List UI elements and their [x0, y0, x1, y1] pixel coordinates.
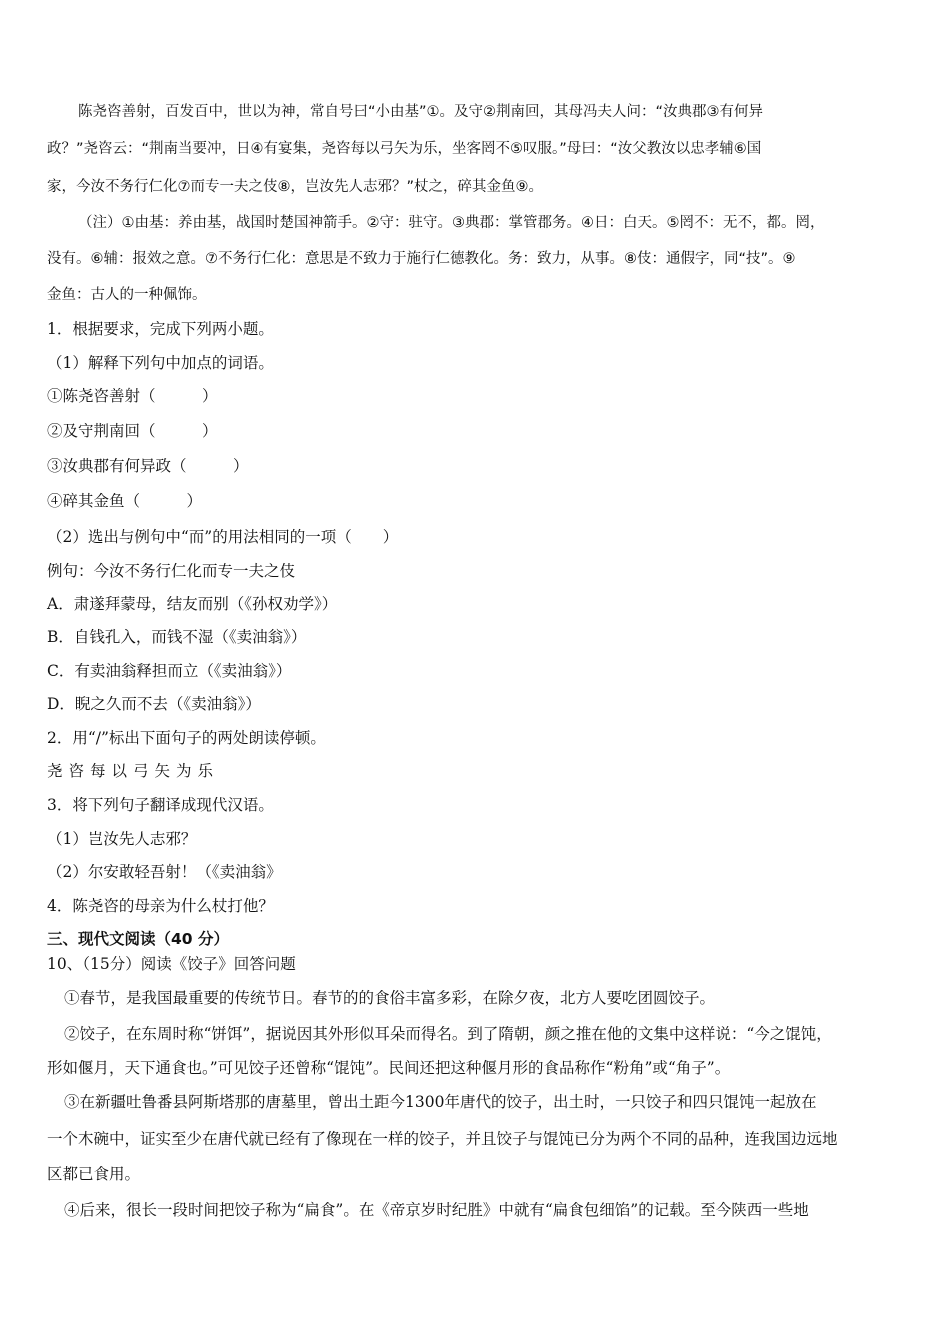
article-paragraph-1: ①春节，是我国最重要的传统节日。春节的的食俗丰富多彩，在除夕夜，北方人要吃团圆饺子。	[64, 989, 716, 1007]
question-4: 4．陈尧咨的母亲为什么杖打他？	[47, 897, 274, 915]
section-3-title: 三、现代文阅读（40 分）	[47, 930, 229, 948]
question-1: 1．根据要求，完成下列两小题。	[47, 320, 274, 338]
article-paragraph-4-line-1: ④后来，很长一段时间把饺子称为“扁食”。在《帝京岁时纪胜》中就有“扁食包细馅”的记载。至今陕西一些地	[64, 1201, 809, 1219]
question-2: 2．用“/”标出下面句子的两处朗读停顿。	[47, 729, 326, 747]
passage-line-2: 政？”尧咨云：“荆南当要冲，日④有宴集，尧咨每以弓矢为乐，坐客罔不⑤叹服。”母曰：“汝父教汝以忠孝辅⑥国	[47, 141, 762, 157]
question-1-1-d: ④碎其金鱼（ ）	[47, 492, 203, 510]
passage-line-1: 陈尧咨善射，百发百中，世以为神，常自号曰“小由基”①。及守②荆南回，其母冯夫人问：“汝典郡③有何异	[78, 104, 764, 120]
notes-line-1: （注）①由基：养由基，战国时楚国神箭手。②守：驻守。③典郡：掌管郡务。④日：白天。⑤罔不：无不，都。罔，	[78, 215, 825, 231]
notes-line-3: 金鱼：古人的一种佩饰。	[47, 287, 207, 303]
question-1-1-c: ③汝典郡有何异政（ ）	[47, 457, 249, 475]
question-1-1-a: ①陈尧咨善射（ ）	[47, 387, 218, 405]
option-d: D．睨之久而不去（《卖油翁》）	[47, 695, 261, 713]
passage-line-3: 家，今汝不务行仁化⑦而专一夫之伎⑧，岂汝先人志邪？”杖之，碎其金鱼⑨。	[47, 179, 544, 195]
question-3-2: （2）尔安敢轻吾射！（《卖油翁》	[47, 863, 282, 881]
option-a: A．肃遂拜蒙母，结友而别（《孙权劝学》）	[47, 595, 338, 613]
question-3: 3．将下列句子翻译成现代汉语。	[47, 796, 274, 814]
article-paragraph-2-line-1: ②饺子，在东周时称“饼饵”，据说因其外形似耳朵而得名。到了隋朝，颜之推在他的文集中这样说：“今之馄饨，	[64, 1025, 832, 1043]
article-paragraph-3-line-1: ③在新疆吐鲁番县阿斯塔那的唐墓里，曾出土距今1300年唐代的饺子，出土时，一只饺子和四只馄饨一起放在	[64, 1093, 817, 1111]
question-1-1: （1）解释下列句中加点的词语。	[47, 354, 274, 372]
question-1-2-example: 例句：今汝不务行仁化而专一夫之伎	[47, 562, 296, 580]
notes-line-2: 没有。⑥辅：报效之意。⑦不务行仁化：意思是不致力于施行仁德教化。务：致力，从事。⑧伎：通假字，同“技”。⑨	[47, 251, 796, 267]
question-1-2: （2）选出与例句中“而”的用法相同的一项（ ）	[47, 528, 399, 546]
question-10: 10、（15分）阅读《饺子》回答问题	[47, 955, 296, 973]
option-c: C．有卖油翁释担而立（《卖油翁》）	[47, 662, 292, 680]
question-3-1: （1）岂汝先人志邪？	[47, 830, 197, 848]
question-2-sentence: 尧咨每以弓矢为乐	[47, 762, 220, 780]
article-paragraph-2-line-2: 形如偃月，天下通食也。”可见饺子还曾称“馄饨”。民间还把这种偃月形的食品称作“粉角”或“角子”。	[47, 1059, 731, 1077]
article-paragraph-3-line-2: 一个木碗中，证实至少在唐代就已经有了像现在一样的饺子，并且饺子与馄饨已分为两个不同的品种，连我国边远地	[47, 1130, 838, 1148]
article-paragraph-3-line-3: 区都已食用。	[47, 1165, 141, 1183]
question-1-1-b: ②及守荆南回（ ）	[47, 422, 218, 440]
option-b: B．自钱孔入，而钱不湿（《卖油翁》）	[47, 628, 307, 646]
